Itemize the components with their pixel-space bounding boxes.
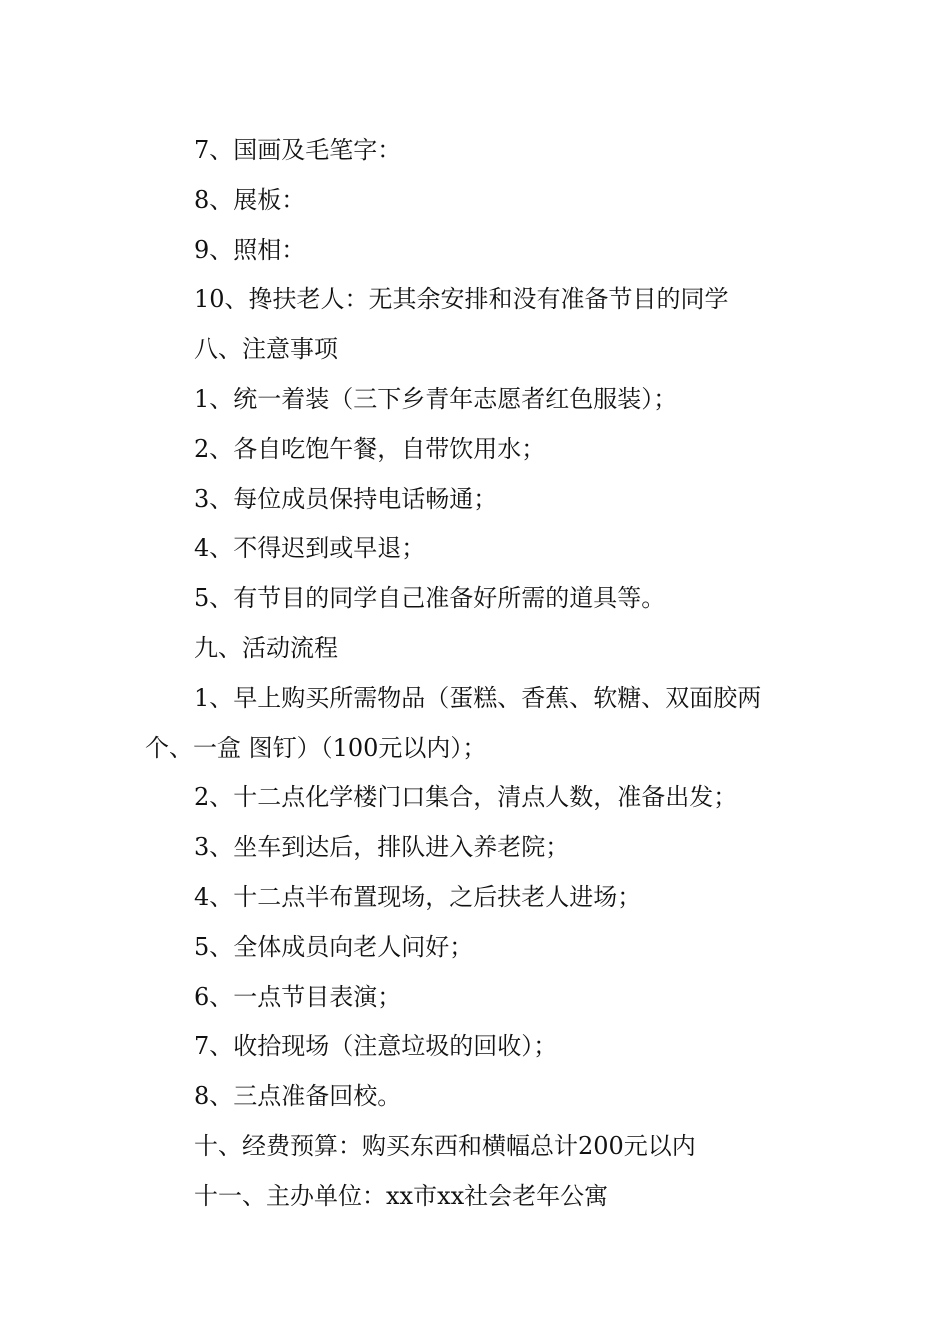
list-item: 9、照相： [194, 235, 306, 264]
list-item: 3、每位成员保持电话畅通； [194, 484, 498, 513]
list-item: 7、国画及毛笔字： [194, 136, 402, 164]
section-heading: 九、活动流程 [194, 633, 338, 662]
list-item: 2、各自吃饱午餐，自带饮用水； [194, 434, 546, 463]
list-item: 2、十二点化学楼门口集合，清点人数，准备出发； [194, 783, 738, 812]
list-item: 7、收拾现场（注意垃圾的回收）； [194, 1032, 558, 1061]
section-heading: 十一、主办单位：xx市xx社会老年公寓 [194, 1181, 609, 1210]
list-item: 3、坐车到达后，排队进入养老院； [194, 833, 570, 862]
section-heading: 十、经费预算：购买东西和横幅总计200元以内 [194, 1131, 696, 1160]
list-item: 5、有节目的同学自己准备好所需的道具等。 [194, 584, 666, 613]
document-body [145, 126, 815, 1222]
section-heading: 八、注意事项 [194, 335, 338, 364]
list-item: 8、三点准备回校。 [194, 1082, 402, 1111]
list-item: 10、搀扶老人：无其余安排和没有准备节目的同学 [194, 285, 729, 314]
list-item: 1、早上购买所需物品（蛋糕、香蕉、软糖、双面胶两 [194, 683, 762, 712]
list-item: 4、十二点半布置现场，之后扶老人进场； [194, 882, 642, 911]
list-item: 5、全体成员向老人问好； [194, 932, 474, 961]
list-item-continuation: 个、一盒 图钉）（100元以内）； [145, 733, 487, 762]
list-item: 8、展板： [194, 185, 306, 214]
list-item: 1、统一着装（三下乡青年志愿者红色服装）； [194, 384, 678, 413]
list-item: 4、不得迟到或早退； [194, 534, 426, 563]
list-item: 6、一点节目表演； [194, 982, 402, 1011]
